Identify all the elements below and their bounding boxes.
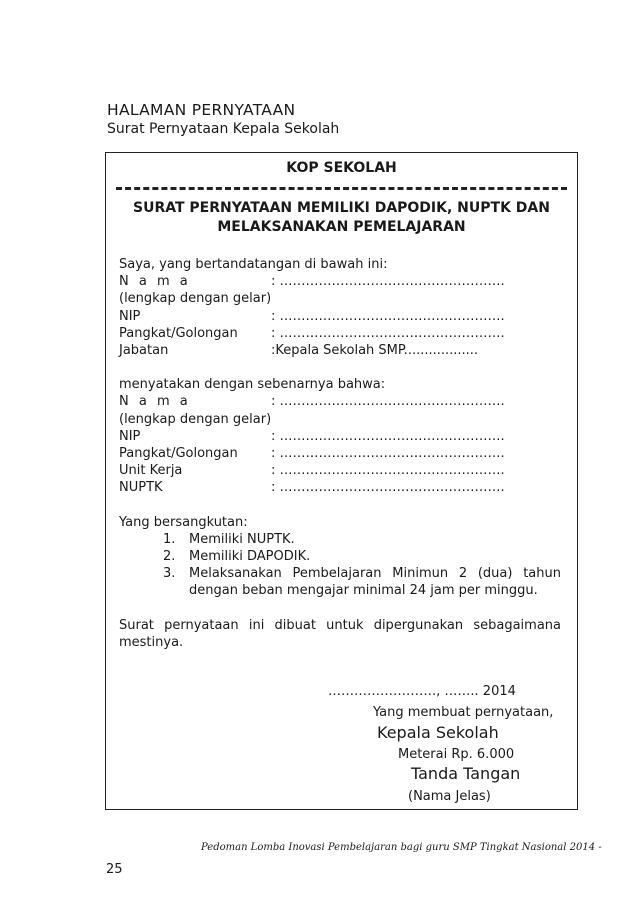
page-number: 25 (106, 862, 123, 877)
dashed-divider (116, 187, 567, 190)
maker-text: Yang membuat pernyataan, (373, 705, 554, 720)
subject-unit-label: Unit Kerja (119, 463, 183, 479)
list-item-number: 1. (163, 531, 176, 547)
subject-pangkat-row (119, 445, 561, 462)
statement-intro: menyatakan dengan sebenarnya bahwa: (119, 377, 386, 393)
signer-nama-row (119, 273, 561, 290)
subject-nip-label: NIP (119, 428, 141, 444)
letter-frame (105, 152, 578, 810)
signer-nama-dots: : ……………………………………………. (271, 274, 505, 290)
subject-nama-label: N a m a (119, 394, 191, 410)
list-item-text: Memiliki NUPTK. (189, 531, 295, 547)
subject-nuptk-row (119, 479, 561, 496)
closing-line1: Surat pernyataan ini dibuat untuk dipergunakan sebagaimana (119, 617, 561, 633)
page-heading (107, 101, 339, 138)
yang-bersangkutan: Yang bersangkutan: (119, 514, 248, 530)
letter-title-line1: SURAT PERNYATAAN MEMILIKI DAPODIK, NUPTK DAN (133, 200, 550, 216)
conditions-list (163, 531, 561, 583)
signer-nip-dots: : ……………………………………………. (271, 308, 505, 324)
intro-text: Saya, yang bertandatangan di bawah ini: (119, 257, 388, 272)
signer-jabatan-value: :Kepala Sekolah SMP.................. (271, 343, 479, 359)
signer-pangkat-row (119, 325, 561, 342)
subject-pangkat-dots: : ……………………………………………. (271, 446, 505, 462)
nama-jelas-text: (Nama Jelas) (408, 789, 491, 804)
list-item (163, 548, 561, 565)
heading-title: HALAMAN PERNYATAAN (107, 101, 296, 119)
list-item-number: 3. (163, 566, 176, 582)
signer-pangkat-label: Pangkat/Golongan (119, 325, 238, 341)
signer-pangkat-dots: : ……………………………………………. (271, 325, 505, 341)
signer-gelar-row (119, 290, 561, 307)
subject-unit-row (119, 462, 561, 479)
subject-nama-dots: : ……………………………………………. (271, 394, 505, 410)
meterai-text: Meterai Rp. 6.000 (398, 747, 515, 762)
signer-gelar-label: (lengkap dengan gelar) (119, 291, 272, 307)
letter-title-line2: MELAKSANAKAN PEMELAJARAN (217, 219, 466, 235)
list-item-continuation: dengan beban mengajar minimal 24 jam per minggu. (189, 583, 538, 599)
signer-jabatan-row (119, 342, 561, 359)
heading-subtitle: Surat Pernyataan Kepala Sekolah (107, 121, 340, 137)
subject-gelar-label: (lengkap dengan gelar) (119, 411, 272, 427)
subject-nama-row (119, 393, 561, 410)
list-item-text: Melaksanakan Pembelajaran Minimun 2 (dua) tahun (189, 566, 561, 582)
footer-text: Pedoman Lomba Inovasi Pembelajaran bagi guru SMP Tingkat Nasional 2014 - (201, 842, 602, 853)
subject-nip-row (119, 428, 561, 445)
role-text: Kepala Sekolah (377, 723, 499, 742)
letter-body (119, 256, 561, 651)
closing-line2: mestinya. (119, 634, 184, 650)
date-line: ……………………., …….. 2014 (328, 684, 516, 699)
subject-gelar-row (119, 411, 561, 428)
list-item (163, 565, 561, 582)
subject-nuptk-label: NUPTK (119, 480, 163, 496)
list-item-text: Memiliki DAPODIK. (189, 549, 311, 565)
subject-nip-dots: : ……………………………………………. (271, 428, 505, 444)
subject-pangkat-label: Pangkat/Golongan (119, 446, 238, 462)
signer-nip-row (119, 308, 561, 325)
subject-unit-dots: : ……………………………………………. (271, 463, 505, 479)
list-item-number: 2. (163, 549, 176, 565)
signer-nip-label: NIP (119, 308, 141, 324)
signature-text: Tanda Tangan (411, 764, 521, 783)
kop-sekolah: KOP SEKOLAH (286, 160, 397, 176)
list-item (163, 531, 561, 548)
letter-title (106, 199, 577, 237)
subject-nuptk-dots: : ……………………………………………. (271, 480, 505, 496)
signer-nama-label: N a m a (119, 274, 191, 290)
signer-jabatan-label: Jabatan (119, 343, 169, 359)
